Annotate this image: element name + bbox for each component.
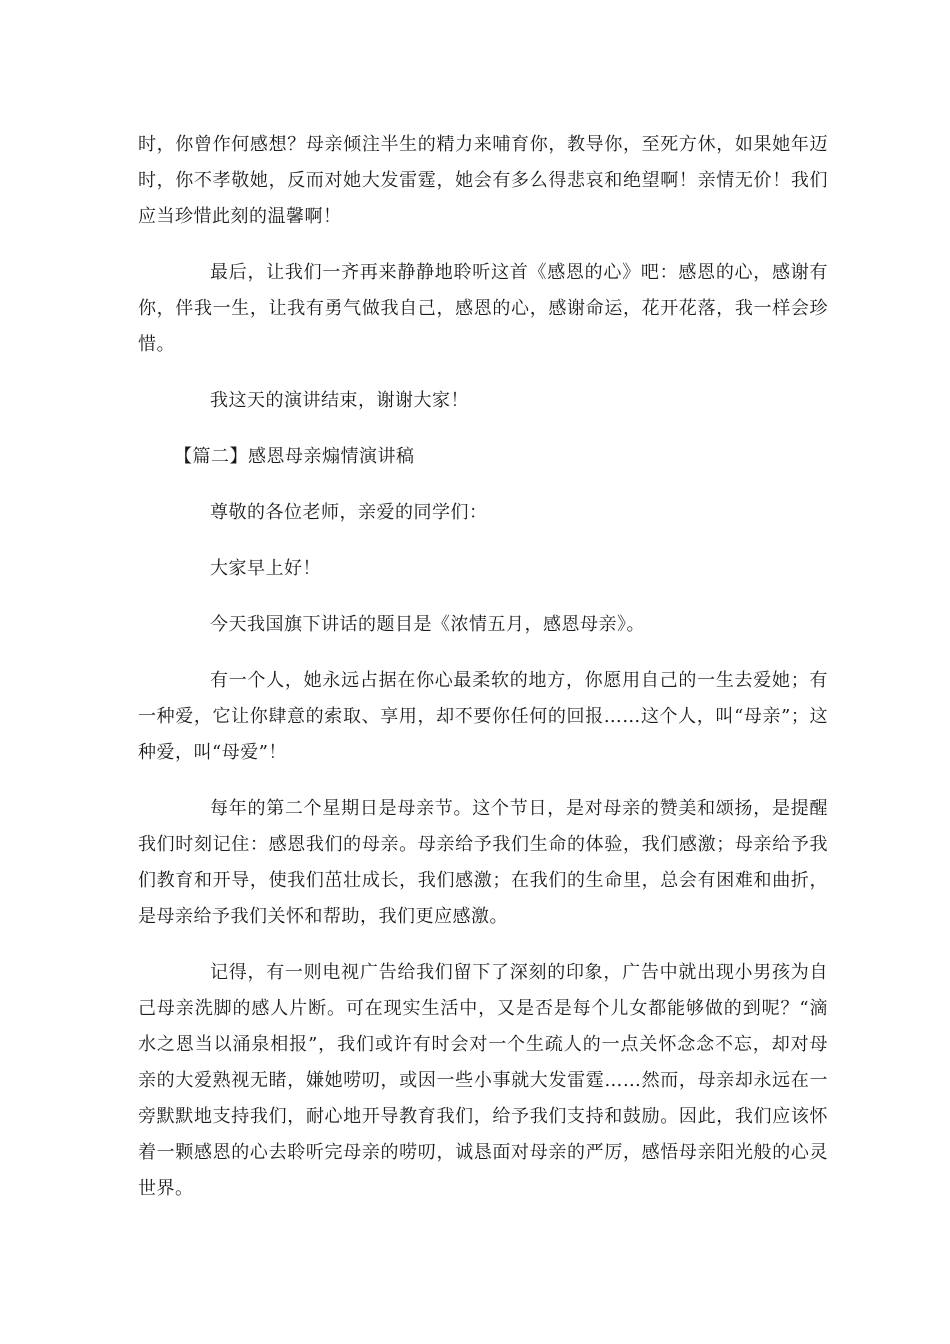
paragraph-closing-song: 最后，让我们一齐再来静静地聆听这首《感恩的心》吧：感恩的心，感谢有你，伴我一生，让我有勇气做我自己，感恩的心，感谢命运，花开花落，我一样会珍惜。 [138,262,828,355]
paragraph-mothers-day: 每年的第二个星期日是母亲节。这个节日，是对母亲的赞美和颂扬，是提醒我们时刻记住：感恩我们的母亲。母亲给予我们生命的体验，我们感激；母亲给予我们教育和开导，使我们茁壮成长，我们感激；在我们的生命里，总会有困难和曲折，是母亲给予我们关怀和帮助，我们更应感激。 [138,798,828,927]
paragraph-mother-intro: 有一个人，她永远占据在你心最柔软的地方，你愿用自己的一生去爱她；有一种爱，它让你肆意的索取、享用，却不要你任何的回报……这个人，叫“母亲”；这种爱，叫“母爱”！ [138,670,828,763]
section-heading: 【篇二】感恩母亲煽情演讲稿 [174,446,415,467]
paragraph-topic: 今天我国旗下讲话的题目是《浓情五月，感恩母亲》。 [210,614,645,635]
paragraph-tv-ad: 记得，有一则电视广告给我们留下了深刻的印象，广告中就出现小男孩为自己母亲洗脚的感人片断。可在现实生活中，又是否是每个儿女都能够做的到呢？“滴水之恩当以涌泉相报”，我们或许有时会对一个生疏人的一点关怀念念不忘，却对母亲的大爱熟视无睹，嫌她唠叨，或因一些小事就大发雷霆……然而，母亲却永远在一旁默默地支持我们，耐心地开导教育我们，给予我们支持和鼓励。因此，我们应该怀着一颗感恩的心去聆听完母亲的唠叨，诚恳面对母亲的严厉，感悟母亲阳光般的心灵世界。 [138,962,828,1199]
paragraph-speech-end: 我这天的演讲结束，谢谢大家！ [210,390,469,411]
paragraph-greeting: 大家早上好！ [210,558,321,579]
paragraph-continuation: 时，你曾作何感想？母亲倾注半生的精力来哺育你，教导你，至死方休，如果她年迈时，你不孝敬她，反而对她大发雷霆，她会有多么得悲哀和绝望啊！亲情无价！我们应当珍惜此刻的温馨啊！ [138,134,828,227]
paragraph-salutation: 尊敬的各位老师，亲爱的同学们： [210,502,488,523]
document-body [138,127,828,1227]
